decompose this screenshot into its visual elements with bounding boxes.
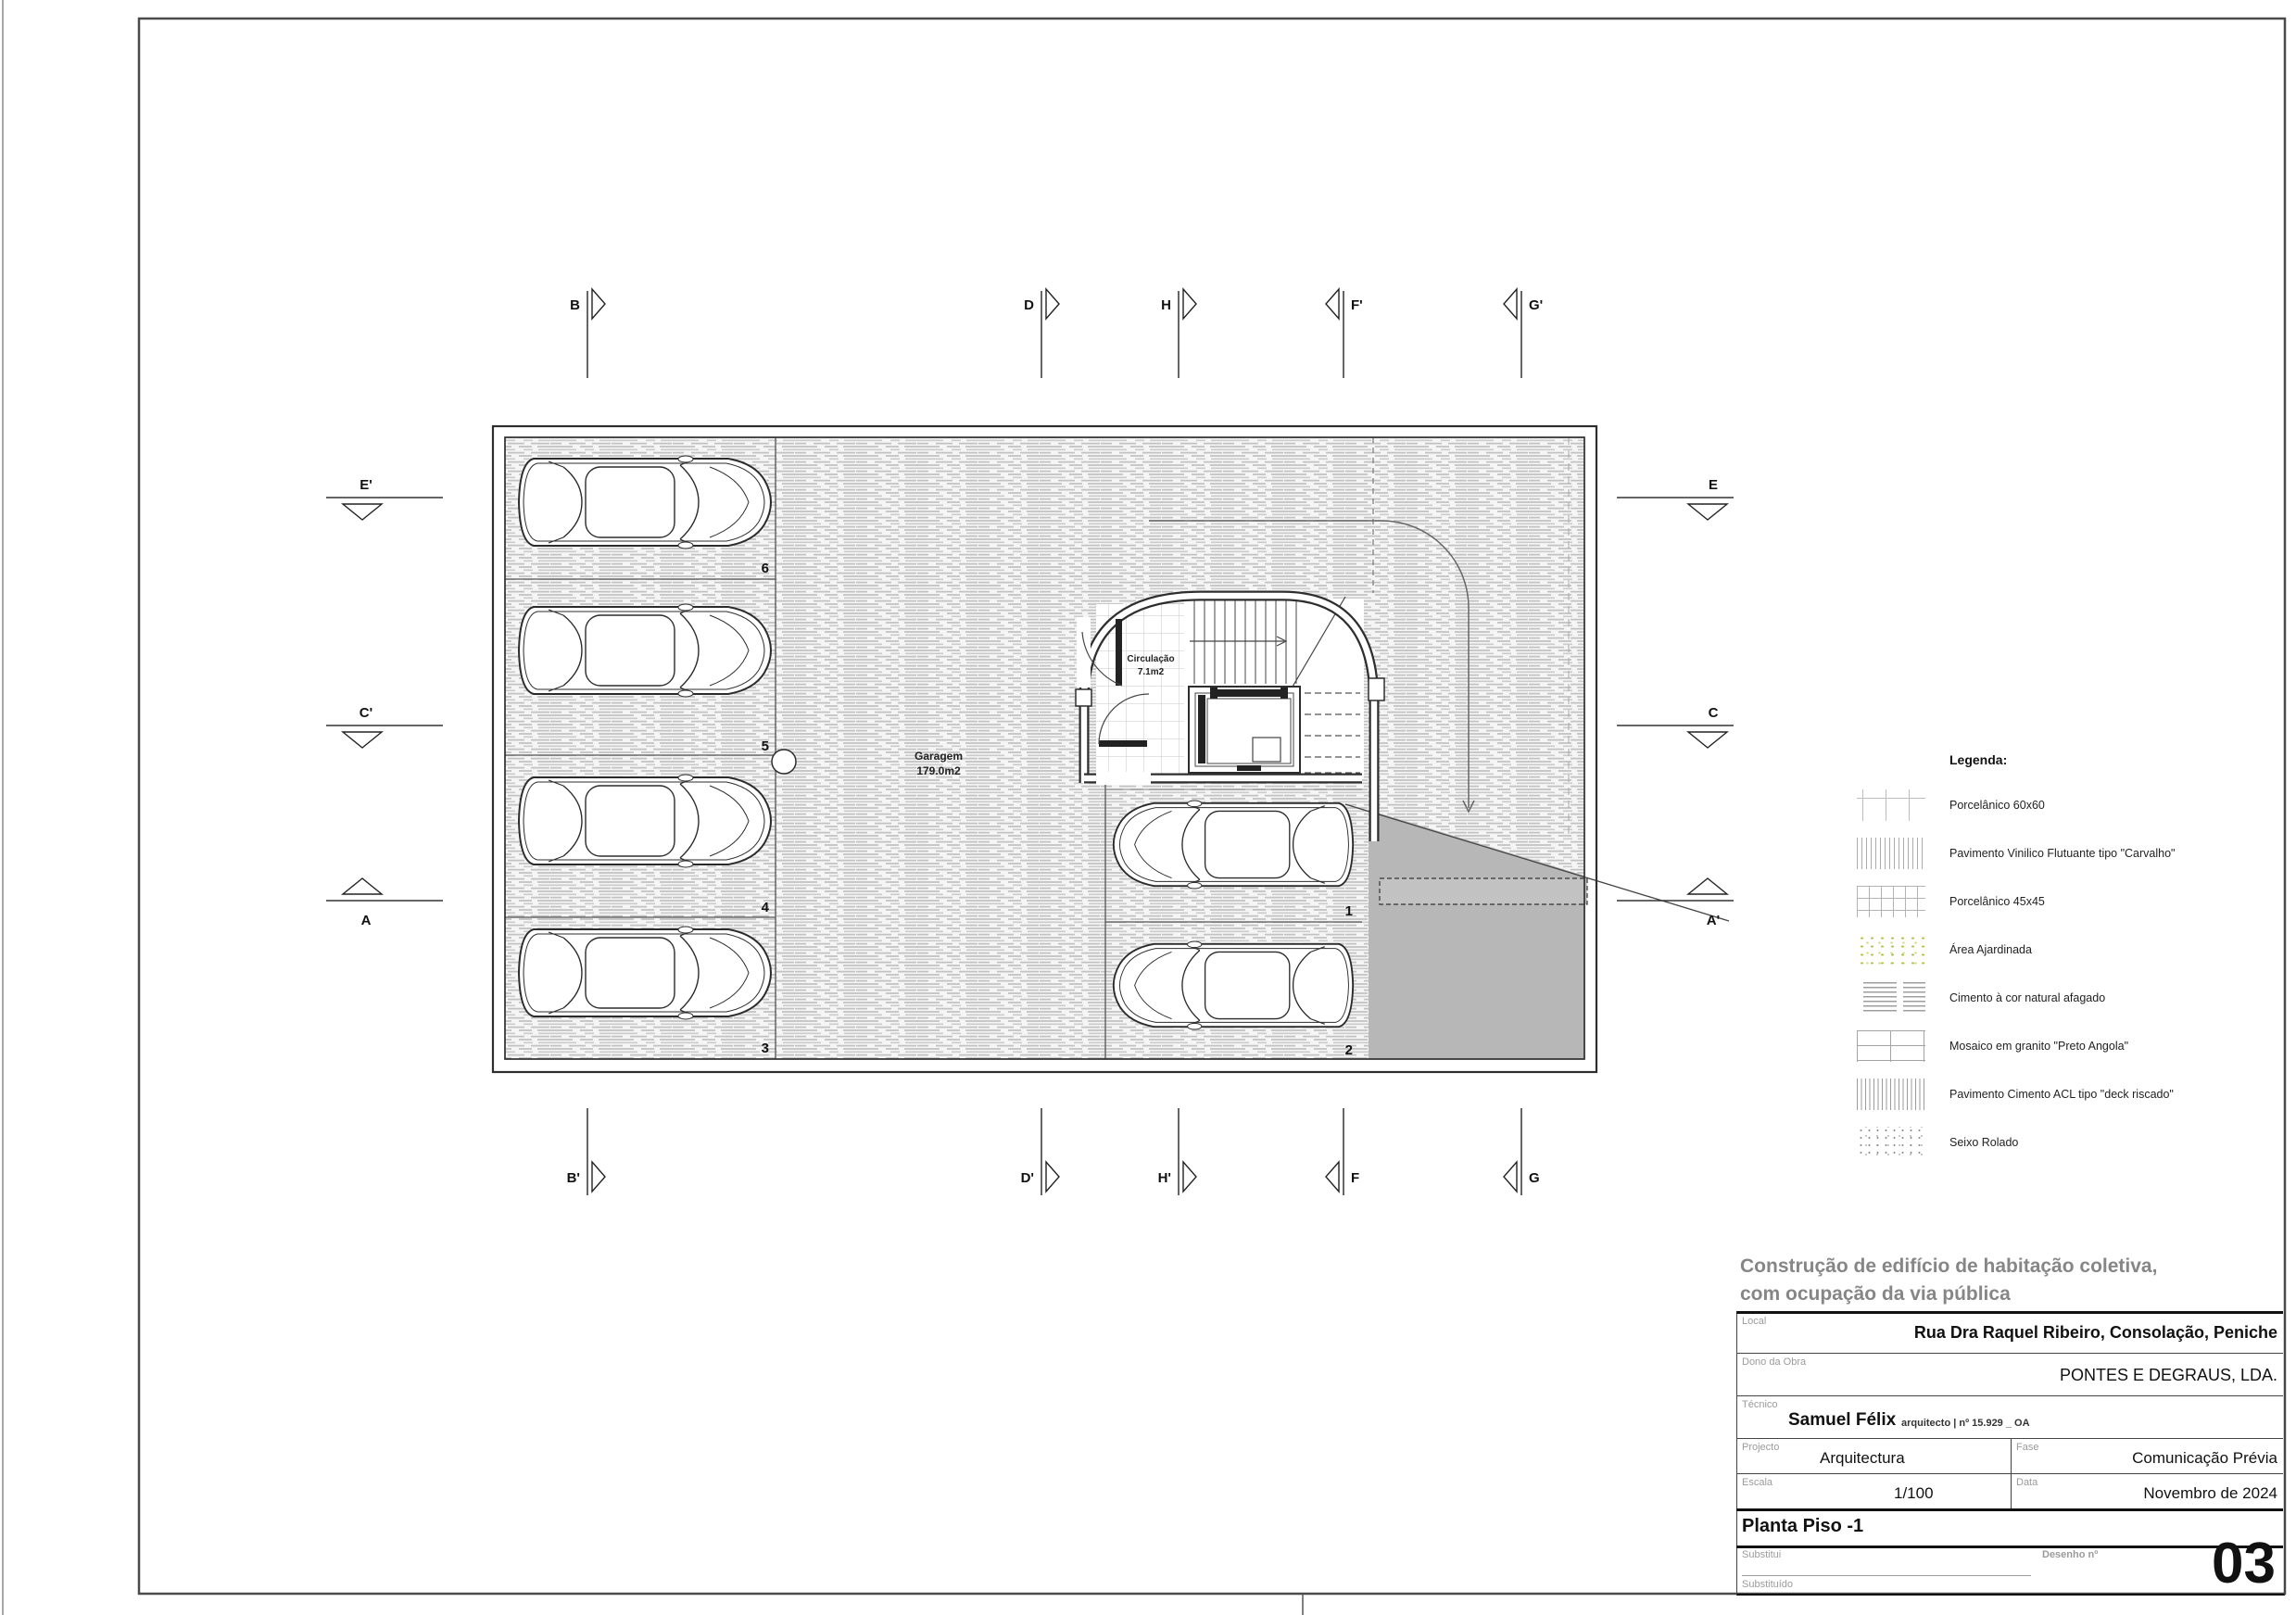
svg-text:E: E	[1708, 477, 1719, 493]
stall-number: 2	[1344, 1042, 1353, 1058]
section-arrow-icon	[1688, 504, 1727, 520]
section-marker-H'	[1158, 1108, 1196, 1195]
car-top-view-icon	[1114, 801, 1353, 889]
tecnico-suffix: arquitecto | nº 15.929 _ OA	[1901, 1418, 2030, 1429]
dono-da-obra-value: PONTES E DEGRAUS, LDA.	[2059, 1366, 2277, 1384]
legend-item-label: Pavimento Vinilico Flutuante tipo "Carvalho"	[1949, 847, 2176, 860]
svg-text:G': G'	[1529, 297, 1544, 313]
legend-item	[1857, 838, 2292, 869]
section-marker-C	[1617, 705, 1734, 748]
section-arrow-icon	[592, 1162, 605, 1192]
fase-value: Comunicação Prévia	[2132, 1449, 2277, 1467]
stall-number: 4	[761, 900, 769, 915]
section-marker-E'	[326, 477, 443, 520]
section-arrow-icon	[1326, 1162, 1339, 1192]
stall-number: 6	[761, 561, 769, 576]
section-marker-B	[570, 289, 605, 378]
section-marker-B'	[567, 1108, 605, 1195]
svg-text:H': H'	[1157, 1170, 1171, 1186]
garage-plan	[493, 426, 1729, 1072]
legend-item-label: Mosaico em granito "Preto Angola"	[1949, 1040, 2129, 1053]
svg-text:C: C	[1708, 705, 1719, 721]
svg-text:A: A	[360, 913, 372, 928]
section-marker-D	[1024, 289, 1059, 378]
svg-text:F: F	[1351, 1170, 1360, 1186]
section-arrow-icon	[1504, 1162, 1517, 1192]
section-marker-E	[1617, 477, 1734, 520]
projecto-label: Projecto	[1742, 1442, 1780, 1453]
section-arrow-icon	[343, 878, 382, 894]
column-circle	[772, 750, 796, 774]
tecnico-label: Técnico	[1742, 1399, 1778, 1410]
section-arrow-icon	[343, 504, 382, 520]
section-arrow-icon	[1183, 289, 1196, 319]
section-marker-G'	[1504, 289, 1543, 378]
section-marker-G	[1504, 1108, 1540, 1195]
tecnico-name: Samuel Félix	[1788, 1410, 1897, 1430]
legend-item-label: Porcelânico 45x45	[1949, 895, 2045, 908]
svg-text:C': C'	[359, 705, 373, 721]
title-block	[1736, 1253, 2285, 1594]
section-arrow-icon	[343, 732, 382, 748]
project-title-line2: com ocupação da via pública	[1740, 1282, 2011, 1305]
car-top-view-icon	[519, 604, 771, 697]
legend	[1857, 752, 2292, 1175]
svg-text:D: D	[1024, 297, 1034, 313]
section-arrow-icon	[1688, 732, 1727, 748]
vertical-lines-swatch-icon	[1857, 838, 1925, 869]
project-title	[1740, 1253, 2157, 1308]
legend-item	[1857, 934, 2292, 965]
legend-item	[1857, 886, 2292, 917]
substituido-label: Substituído	[1742, 1579, 1794, 1590]
escala-label: Escala	[1742, 1477, 1773, 1488]
stall-number: 3	[761, 1041, 769, 1056]
legend-item	[1857, 982, 2292, 1014]
section-arrow-icon	[1046, 1162, 1059, 1192]
svg-text:B: B	[570, 297, 580, 313]
legend-item	[1857, 1127, 2292, 1158]
svg-text:H: H	[1161, 297, 1171, 313]
dono-da-obra-label: Dono da Obra	[1742, 1356, 1807, 1368]
svg-text:A': A'	[1706, 913, 1721, 928]
car-top-view-icon	[519, 927, 771, 1019]
fase-label: Fase	[2016, 1442, 2039, 1453]
circulacao-label: Circulação	[1127, 654, 1175, 664]
deck-lines-swatch-icon	[1857, 1079, 1925, 1110]
legend-item	[1857, 1079, 2292, 1110]
section-marker-D'	[1021, 1108, 1059, 1195]
desenho-numero-label: Desenho nº	[2042, 1549, 2099, 1560]
circulacao-area: 7.1m2	[1137, 667, 1165, 677]
section-marker-F'	[1326, 289, 1363, 378]
grid-60-swatch-icon	[1857, 789, 1925, 821]
data-label: Data	[2016, 1477, 2038, 1488]
grid-45-swatch-icon	[1857, 886, 1925, 917]
stall-number: 1	[1344, 903, 1353, 919]
section-marker-H	[1161, 289, 1196, 378]
garagem-label: Garagem	[914, 750, 964, 763]
section-arrow-icon	[592, 289, 605, 319]
section-arrow-icon	[1326, 289, 1339, 319]
local-value: Rua Dra Raquel Ribeiro, Consolação, Peniche	[1913, 1323, 2277, 1342]
stall-number: 5	[761, 738, 769, 754]
project-title-line1: Construção de edifício de habitação coletiva,	[1740, 1255, 2158, 1277]
car-top-view-icon	[1114, 941, 1353, 1029]
desenho-numero-value: 03	[2212, 1532, 2276, 1596]
legend-item-label: Pavimento Cimento ACL tipo "deck riscado"	[1949, 1088, 2174, 1101]
svg-text:E': E'	[360, 477, 372, 493]
legend-title: Legenda:	[1949, 752, 2008, 767]
granite-mosaic-swatch-icon	[1857, 1030, 1925, 1062]
section-marker-C'	[326, 705, 443, 748]
svg-text:B': B'	[566, 1170, 580, 1186]
section-arrow-icon	[1046, 289, 1059, 319]
car-top-view-icon	[519, 775, 771, 867]
green-dots-swatch-icon	[1857, 934, 1925, 965]
legend-item	[1857, 1030, 2292, 1062]
local-label: Local	[1742, 1316, 1767, 1327]
svg-text:G: G	[1529, 1170, 1540, 1186]
car-top-view-icon	[519, 456, 771, 549]
section-arrow-icon	[1183, 1162, 1196, 1192]
section-arrow-icon	[1504, 289, 1517, 319]
data-value: Novembro de 2024	[2143, 1484, 2277, 1502]
section-arrow-icon	[1688, 878, 1727, 894]
substitui-label: Substitui	[1742, 1549, 1782, 1560]
projecto-value: Arquitectura	[1820, 1449, 1905, 1467]
svg-text:D': D'	[1020, 1170, 1034, 1186]
section-marker-A	[326, 878, 443, 928]
garagem-area: 179.0m2	[916, 764, 961, 777]
elevator	[1189, 687, 1300, 773]
legend-item	[1857, 789, 2292, 821]
legend-item-label: Área Ajardinada	[1949, 943, 2032, 956]
legend-item-label: Cimento à cor natural afagado	[1949, 991, 2106, 1004]
legend-item-label: Porcelânico 60x60	[1949, 799, 2045, 812]
drawing-name: Planta Piso -1	[1742, 1516, 1864, 1536]
escala-value: 1/100	[1894, 1484, 1934, 1502]
pebble-dots-swatch-icon	[1857, 1127, 1925, 1158]
section-marker-A'	[1617, 878, 1734, 928]
svg-text:F': F'	[1351, 297, 1363, 313]
cement-swatch-icon	[1857, 982, 1925, 1014]
section-marker-F	[1326, 1108, 1359, 1195]
legend-item-label: Seixo Rolado	[1949, 1136, 2019, 1149]
